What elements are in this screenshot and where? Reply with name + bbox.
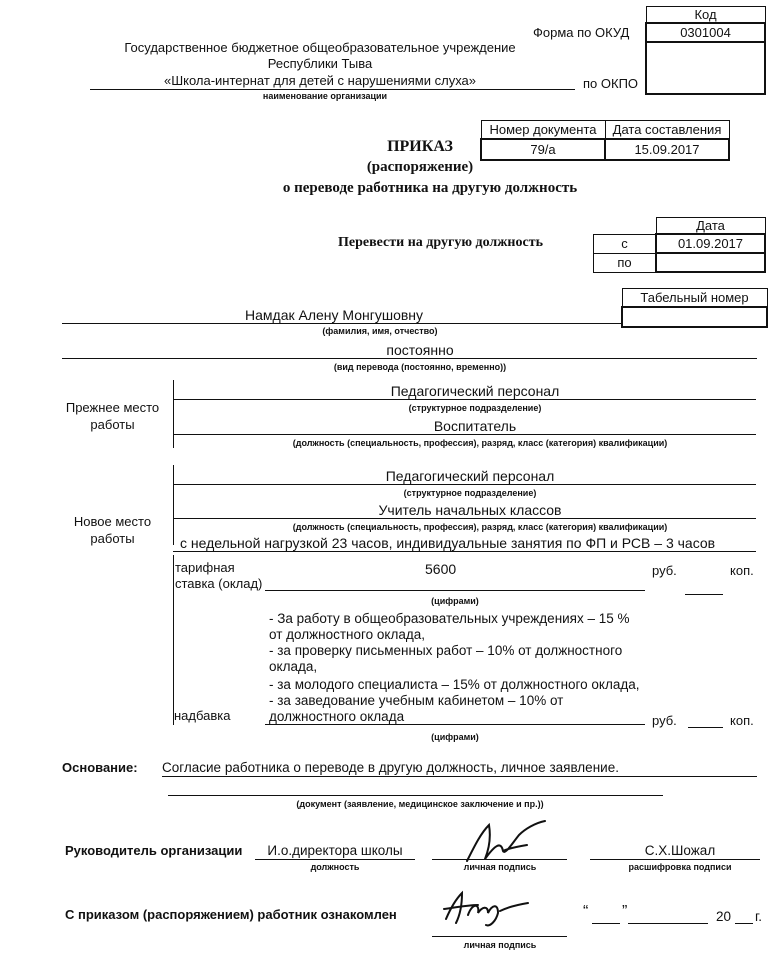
transfer-type-line bbox=[62, 358, 757, 359]
okud-label: Форма по ОКУД bbox=[533, 25, 630, 40]
tabel-header: Табельный номер bbox=[622, 289, 767, 308]
rate-label-1: тарифная bbox=[175, 560, 235, 575]
head-position-caption: должность bbox=[310, 862, 360, 872]
new-label-2: работы bbox=[90, 531, 135, 546]
bonus-line-5: - за молодого специалиста – 15% от должностного оклада, bbox=[269, 677, 640, 692]
employee-signature-caption: личная подпись bbox=[463, 940, 537, 950]
bonus-line-6: - за заведование учебным кабинетом – 10% от bbox=[269, 693, 564, 708]
doc-subtitle: (распоряжение) bbox=[366, 159, 474, 175]
to-label: по bbox=[594, 253, 657, 272]
head-name-line bbox=[590, 859, 760, 860]
new-bracket bbox=[173, 465, 174, 545]
basis-label: Основание: bbox=[62, 760, 138, 775]
rate-label-2: ставка (оклад) bbox=[175, 576, 263, 591]
okpo-value bbox=[646, 42, 765, 94]
new-load-line bbox=[173, 551, 756, 552]
transfer-date-table bbox=[593, 217, 766, 273]
org-caption: наименование организации bbox=[262, 91, 388, 101]
previous-position-caption: (должность (специальность, профессия), разряд, класс (категория) квалификации) bbox=[292, 438, 668, 448]
previous-bracket bbox=[173, 380, 174, 448]
quote-close: ” bbox=[622, 903, 628, 920]
new-load: с недельной нагрузкой 23 часов, индивидуальные занятия по ФП и РСВ – 3 часов bbox=[180, 535, 716, 551]
rate-digits-caption: (цифрами) bbox=[431, 596, 479, 606]
employee-name-line bbox=[62, 323, 621, 324]
date-blank bbox=[594, 218, 657, 235]
previous-department-line bbox=[173, 399, 756, 400]
doc-number-value: 79/а bbox=[481, 139, 605, 160]
bonus-label: надбавка bbox=[174, 708, 231, 723]
rate-kop-line bbox=[685, 594, 723, 595]
doc-date-header: Дата составления bbox=[605, 121, 729, 140]
year: 20 bbox=[716, 909, 732, 924]
previous-department-caption: (структурное подразделение) bbox=[408, 403, 542, 413]
doc-number-header: Номер документа bbox=[481, 121, 605, 140]
head-signature-line bbox=[432, 859, 567, 860]
new-position: Учитель начальных классов bbox=[378, 502, 562, 518]
previous-label-2: работы bbox=[90, 417, 135, 432]
previous-department: Педагогический персонал bbox=[390, 383, 560, 399]
from-date: 01.09.2017 bbox=[656, 234, 765, 253]
head-signature-caption: личная подпись bbox=[463, 862, 537, 872]
basis-line-2 bbox=[168, 795, 663, 796]
quote-open: “ bbox=[583, 903, 589, 920]
year-line bbox=[735, 923, 753, 924]
employee-signature-line bbox=[432, 936, 567, 937]
doc-subject: о переводе работника на другую должность bbox=[282, 180, 578, 196]
employee-name: Намдак Алену Монгушовну bbox=[245, 307, 424, 323]
head-name: С.Х.Шожал bbox=[644, 843, 716, 858]
bonus-kop-line bbox=[688, 727, 723, 728]
transfer-heading: Перевести на другую должность bbox=[338, 235, 543, 250]
employee-signature bbox=[438, 885, 538, 930]
doc-number-table bbox=[480, 120, 730, 161]
bonus-line bbox=[265, 724, 645, 725]
new-position-line bbox=[173, 518, 756, 519]
head-name-caption: расшифровка подписи bbox=[628, 862, 732, 872]
new-department: Педагогический персонал bbox=[385, 468, 555, 484]
transfer-date-header: Дата bbox=[656, 218, 765, 235]
rate-line bbox=[265, 590, 645, 591]
head-label: Руководитель организации bbox=[65, 843, 243, 858]
bonus-line-4: оклада, bbox=[269, 659, 318, 674]
to-date bbox=[656, 253, 765, 272]
org-underline bbox=[90, 89, 575, 90]
tabel-value bbox=[622, 307, 767, 327]
tabel-table bbox=[621, 288, 768, 328]
code-table bbox=[645, 6, 766, 95]
from-label: с bbox=[594, 234, 657, 253]
rate-kop: коп. bbox=[730, 563, 754, 578]
bonus-line-2: от должностного оклада, bbox=[269, 627, 425, 642]
previous-position: Воспитатель bbox=[433, 418, 517, 434]
acquainted-label: С приказом (распоряжением) работник ознакомлен bbox=[65, 907, 397, 922]
rate-value: 5600 bbox=[425, 561, 457, 577]
code-header: Код bbox=[646, 7, 765, 24]
doc-title: ПРИКАЗ bbox=[387, 138, 453, 155]
transfer-type: постоянно bbox=[386, 342, 454, 358]
head-position: И.о.директора школы bbox=[267, 843, 403, 858]
new-position-caption: (должность (специальность, профессия), разряд, класс (категория) квалификации) bbox=[292, 522, 668, 532]
bonus-digits-caption: (цифрами) bbox=[431, 732, 479, 742]
head-position-line bbox=[255, 859, 415, 860]
basis-caption: (документ (заявление, медицинское заключение и пр.)) bbox=[296, 799, 544, 809]
rate-rub: руб. bbox=[652, 563, 677, 578]
new-label-1: Новое место bbox=[73, 514, 152, 529]
org-line3: «Школа-интернат для детей с нарушениями слуха» bbox=[163, 73, 477, 88]
previous-position-line bbox=[173, 434, 756, 435]
basis-text: Согласие работника о переводе в другую должность, личное заявление. bbox=[162, 760, 619, 775]
month-line bbox=[628, 923, 708, 924]
okpo-label: по ОКПО bbox=[583, 76, 639, 91]
employee-name-caption: (фамилия, имя, отчество) bbox=[322, 326, 438, 336]
okud-value: 0301004 bbox=[646, 23, 765, 42]
previous-label-1: Прежнее место bbox=[65, 400, 160, 415]
bonus-line-3: - за проверку письменных работ – 10% от должностного bbox=[269, 643, 623, 658]
doc-date-value: 15.09.2017 bbox=[605, 139, 729, 160]
bonus-line-7: должностного оклада bbox=[269, 709, 405, 724]
org-line1: Государственное бюджетное общеобразовательное учреждение bbox=[124, 40, 516, 55]
basis-line-1 bbox=[162, 776, 757, 777]
org-line2: Республики Тыва bbox=[267, 56, 373, 71]
day-line bbox=[592, 923, 620, 924]
rate-bracket bbox=[173, 555, 174, 725]
head-signature bbox=[445, 815, 565, 865]
bonus-line-1: - За работу в общеобразовательных учреждениях – 15 % bbox=[269, 611, 630, 626]
bonus-rub: руб. bbox=[652, 713, 677, 728]
year-suffix: г. bbox=[755, 909, 763, 924]
bonus-kop: коп. bbox=[730, 713, 754, 728]
transfer-type-caption: (вид перевода (постоянно, временно)) bbox=[333, 362, 507, 372]
new-department-caption: (структурное подразделение) bbox=[403, 488, 537, 498]
new-department-line bbox=[173, 484, 756, 485]
